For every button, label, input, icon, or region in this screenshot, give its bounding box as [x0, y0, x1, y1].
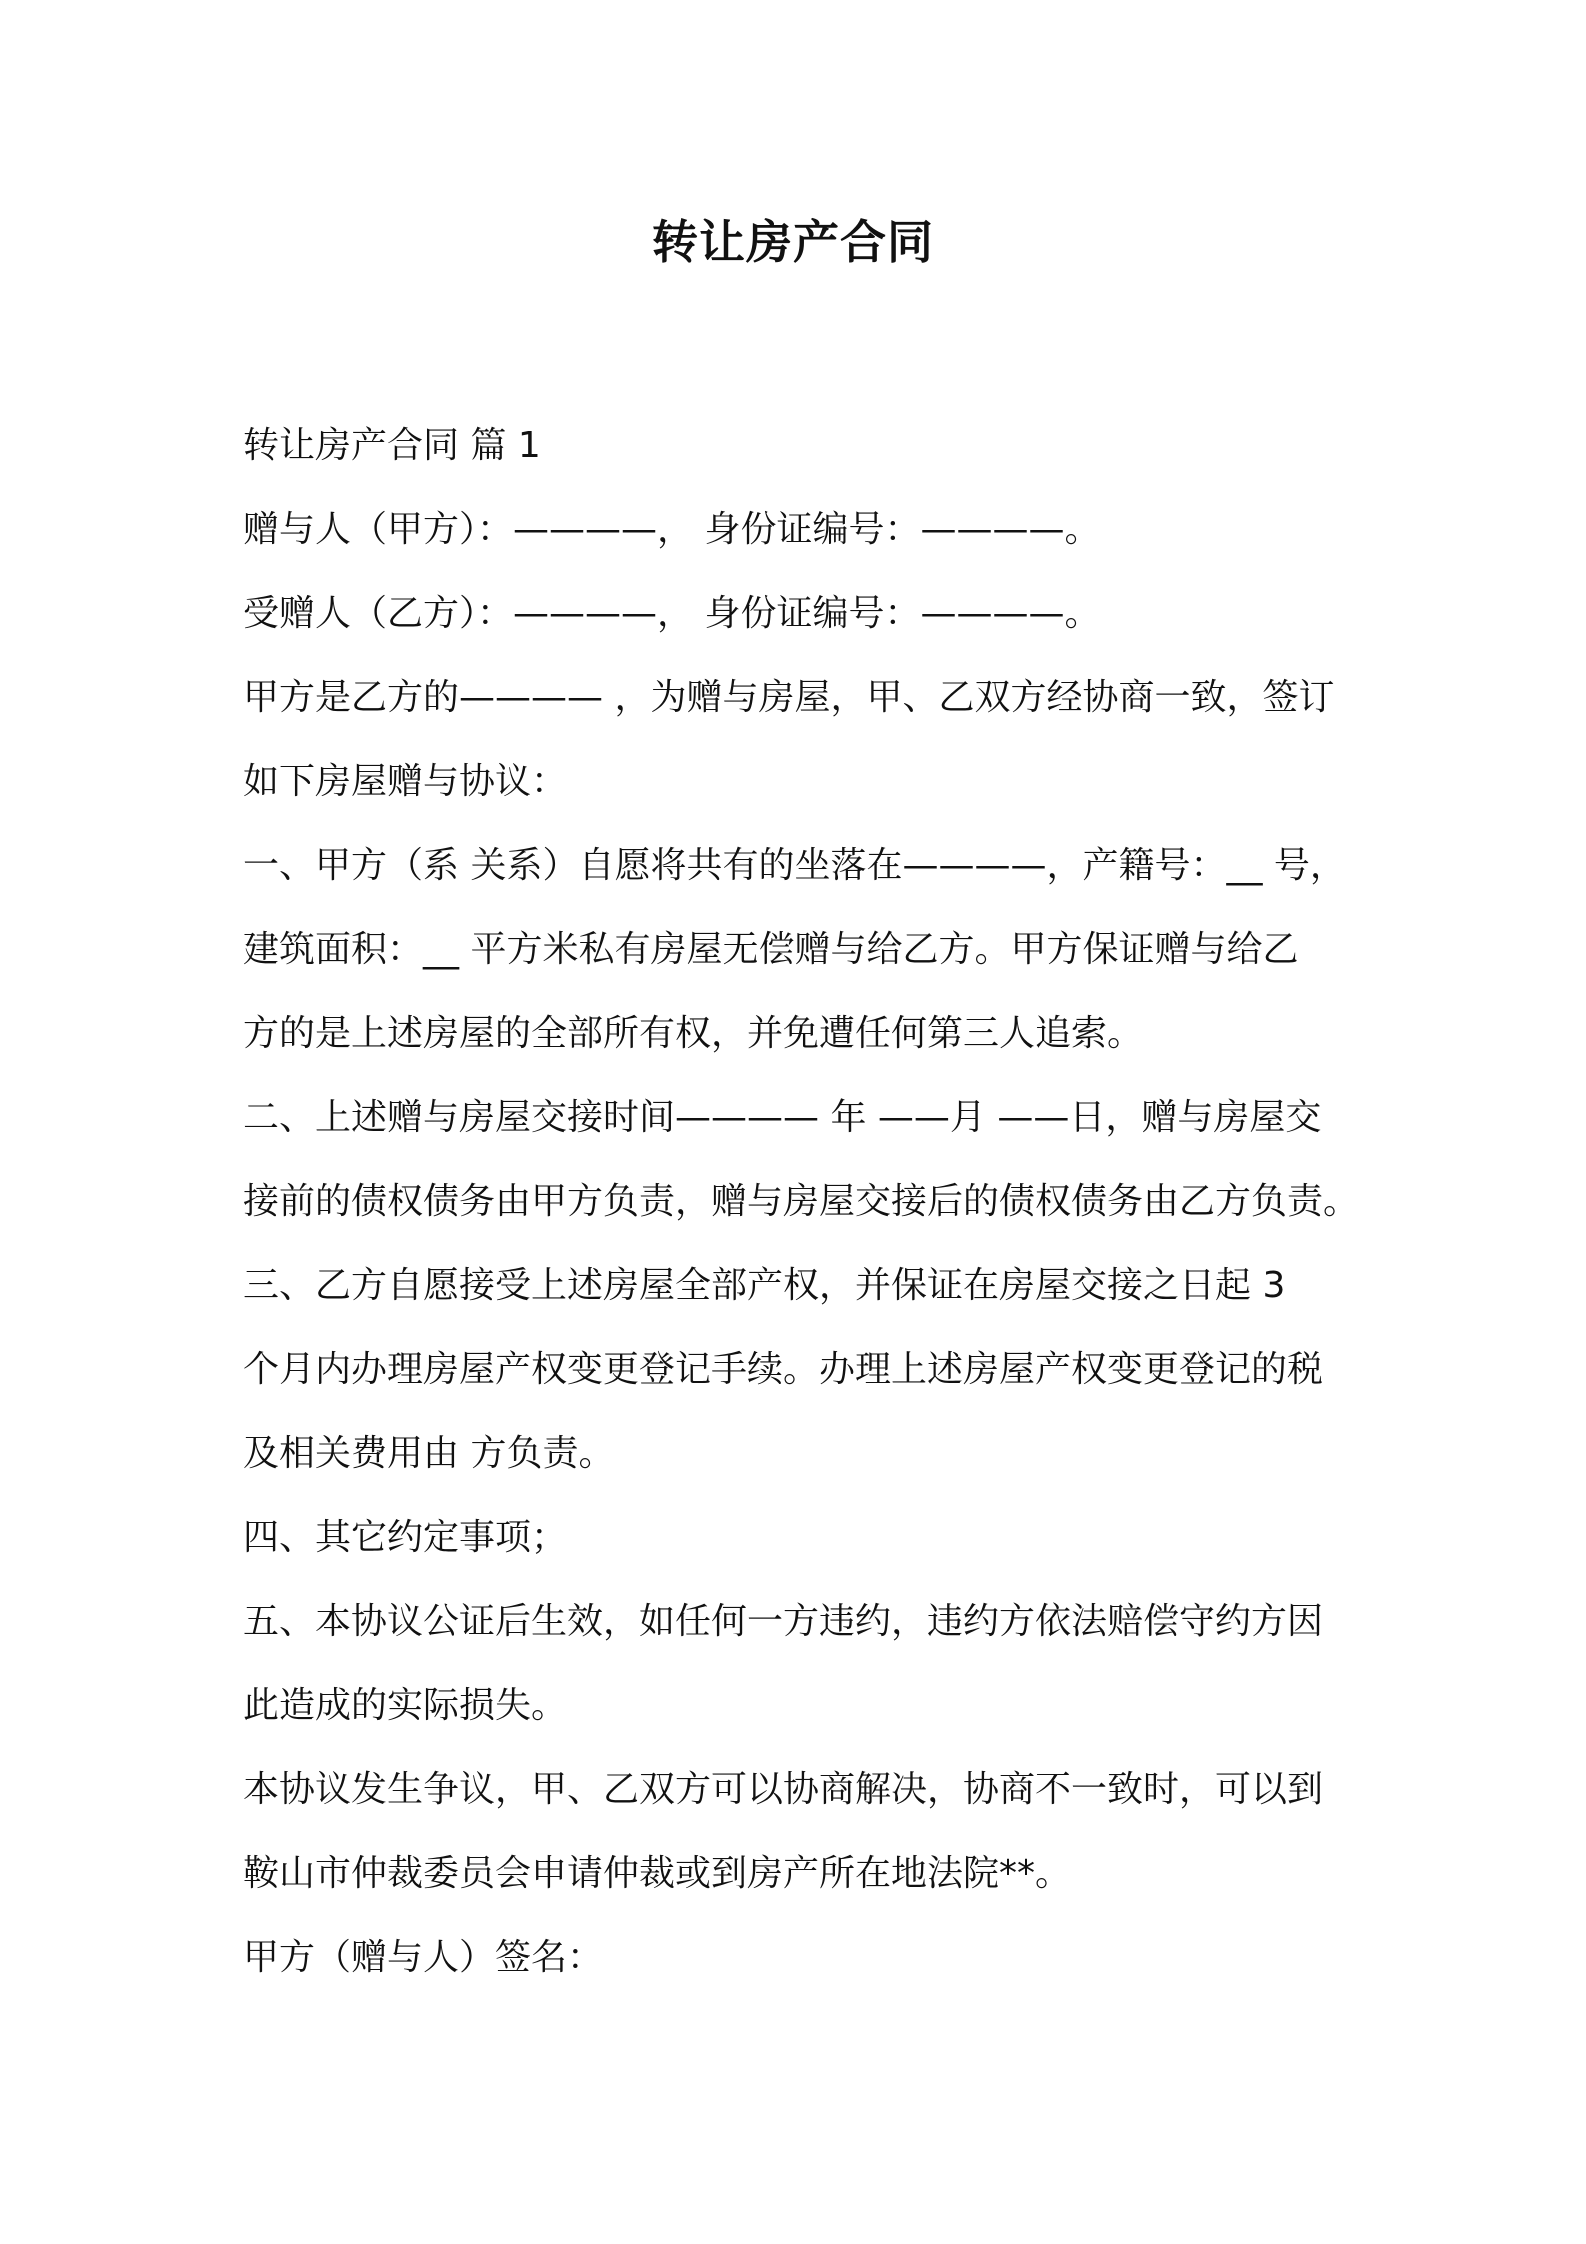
dispute-line: 本协议发生争议，甲、乙双方可以协商解决，协商不一致时，可以到 [243, 1769, 1324, 1810]
recipient-line: 受赠人（乙方）：————， 身份证编号：————。 [243, 593, 1101, 634]
clause-three-line: 个月内办理房屋产权变更登记手续。办理上述房屋产权变更登记的税 [243, 1349, 1324, 1390]
clause-five-line: 五、本协议公证后生效，如任何一方违约，违约方依法赔偿守约方因 [243, 1601, 1324, 1642]
clause-two-line: 接前的债权债务由甲方负责，赠与房屋交接后的债权债务由乙方负责。 [243, 1181, 1360, 1222]
clause-four-line: 四、其它约定事项； [243, 1517, 568, 1558]
clause-five-line: 此造成的实际损失。 [243, 1685, 568, 1726]
donor-line: 赠与人（甲方）：————， 身份证编号：————。 [243, 509, 1101, 550]
document-title: 转让房产合同 [652, 215, 934, 269]
signature-line: 甲方（赠与人）签名： [243, 1937, 604, 1978]
clause-three-line: 三、乙方自愿接受上述房屋全部产权，并保证在房屋交接之日起 3 [243, 1265, 1286, 1306]
dispute-line: 鞍山市仲裁委员会申请仲裁或到房产所在地法院**。 [243, 1853, 1072, 1894]
document-body [243, 404, 1373, 2000]
intro-line: 甲方是乙方的———— ，为赠与房屋，甲、乙双方经协商一致，签订 [243, 677, 1335, 718]
clause-one-line: 一、甲方（系 关系）自愿将共有的坐落在————，产籍号：__ 号， [243, 845, 1346, 886]
clause-one-line: 方的是上述房屋的全部所有权，并免遭任何第三人追索。 [243, 1013, 1144, 1054]
section-heading: 转让房产合同 篇 1 [243, 425, 541, 466]
clause-three-line: 及相关费用由 方负责。 [243, 1433, 615, 1474]
intro-line: 如下房屋赠与协议： [243, 761, 568, 802]
clause-one-line: 建筑面积：__ 平方米私有房屋无偿赠与给乙方。甲方保证赠与给乙 [243, 929, 1299, 970]
clause-two-line: 二、上述赠与房屋交接时间———— 年 ——月 ——日，赠与房屋交 [243, 1097, 1322, 1138]
